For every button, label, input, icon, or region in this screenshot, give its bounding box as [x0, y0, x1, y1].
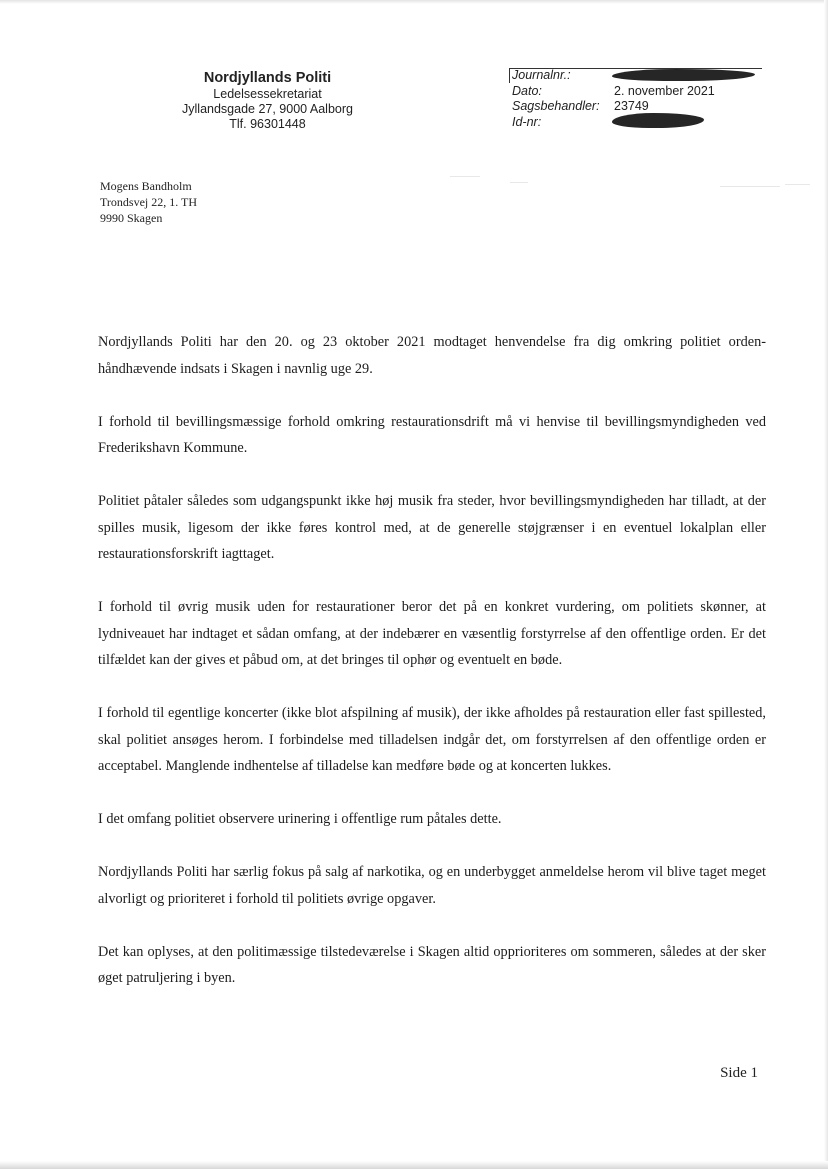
meta-label: Journalnr.: [512, 68, 571, 82]
page-edge [0, 0, 828, 4]
meta-label: Sagsbehandler: [512, 99, 600, 113]
scan-noise [440, 168, 820, 198]
sender-department: Ledelsessekretariat [213, 87, 322, 101]
case-metadata [509, 68, 759, 130]
paragraph: I det omfang politiet observere urinering i offentlige rum påtales dette. [98, 811, 502, 827]
meta-row-id [509, 115, 759, 131]
redaction-mark [612, 113, 704, 128]
paragraph: Nordjyllands Politi har den 20. og 23 oktober 2021 modtaget henvendelse fra dig omkring politiet orden-håndhævende indsats i Skagen i navnlig uge 29. [98, 334, 766, 377]
recipient-address [100, 178, 197, 226]
sender-block [150, 70, 385, 132]
page-edge [824, 0, 828, 1169]
sender-address: Jyllandsgade 27, 9000 Aalborg [182, 102, 353, 116]
paragraph: I forhold til øvrig musik uden for restaurationer beror det på en konkret vurdering, om politiets skønner, at lydniveauet har indtaget et sådan omfang, at der indebærer en væsentlig forstyrrelse af den offentlige orden. Er det tilfældet kan der gives et påbud om, at det bringes til ophør og eventuelt en bøde. [98, 599, 766, 668]
meta-row-journal [509, 68, 759, 84]
recipient-city: 9990 Skagen [100, 211, 163, 225]
meta-label: Dato: [512, 83, 542, 98]
paragraph: Nordjyllands Politi har særlig fokus på salg af narkotika, og en underbygget anmeldelse herom vil blive taget meget alvorligt og prioriteret i forhold til politiets øvrige opgaver. [98, 864, 766, 907]
letter-body [98, 329, 766, 1018]
paragraph: I forhold til egentlige koncerter (ikke blot afspilning af musik), der ikke afholdes på restauration eller fast spillested, skal politiet ansøges herom. I forbindelse med tilladelsen indgår det, om forstyrrelsen af den offentlige orden er acceptabel. Manglende indhentelse af tilladelse kan medføre bøde og at koncerten lukkes. [98, 705, 766, 774]
page-edge [0, 1161, 828, 1169]
meta-value: 23749 [614, 99, 649, 113]
paragraph: Politiet påtaler således som udgangspunkt ikke høj musik fra steder, hvor bevillingsmyndigheden har tilladt, at der spilles musik, ligesom der ikke føres kontrol med, at de generelle støjgrænser i en eventuel lokalplan eller restaurationsforskrift iagttaget. [98, 493, 766, 562]
meta-label: Id-nr: [512, 114, 542, 129]
paragraph: Det kan oplyses, at den politimæssige tilstedeværelse i Skagen altid opprioriteres om sommeren, således at der sker øget patruljering i byen. [98, 943, 766, 986]
paragraph: I forhold til bevillingsmæssige forhold omkring restaurationsdrift må vi henvise til bevillingsmyndigheden ved Frederikshavn Kommune. [98, 413, 766, 456]
recipient-name: Mogens Bandholm [100, 179, 192, 193]
redaction-mark [612, 69, 755, 81]
recipient-street: Trondsvej 22, 1. TH [100, 195, 198, 209]
meta-value: 2. november 2021 [614, 83, 715, 98]
meta-row-date [509, 84, 759, 100]
sender-org: Nordjyllands Politi [203, 70, 332, 86]
sender-phone: Tlf. 96301448 [229, 117, 306, 131]
page-number: Side 1 [720, 1065, 758, 1081]
meta-row-caseworker [509, 99, 759, 115]
